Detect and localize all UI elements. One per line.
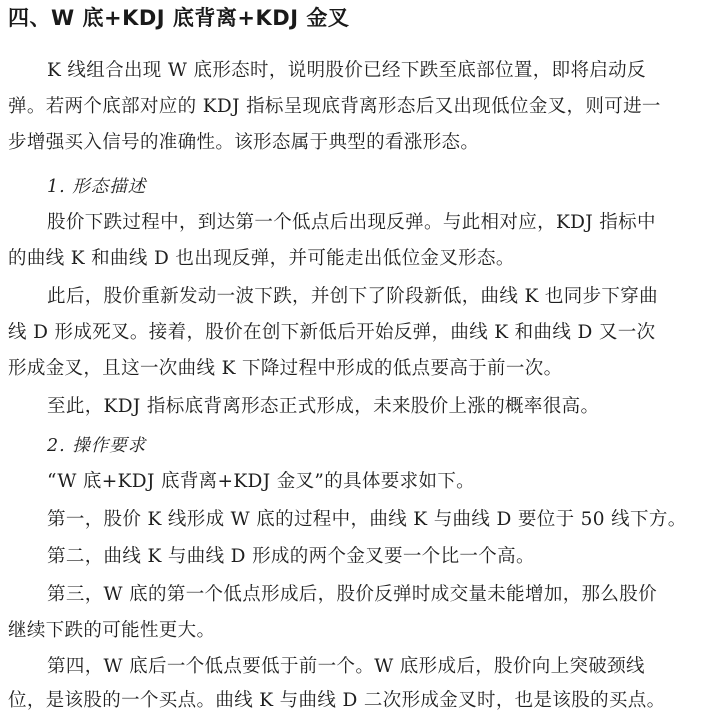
s2-p4-line-1: 第三，W 底的第一个低点形成后，股价反弹时成交量未能增加，那么股价: [47, 584, 657, 605]
section-heading: 四、W 底+KDJ 底背离+KDJ 金叉: [8, 6, 350, 30]
s1-p1-line-2: 的曲线 K 和曲线 D 也出现反弹，并可能走出低位金叉形态。: [8, 248, 515, 269]
intro-line-2: 弹。若两个底部对应的 KDJ 指标呈现底背离形态后又出现低位金叉，则可进一: [8, 96, 661, 117]
s1-p1-line-1: 股价下跌过程中，到达第一个低点后出现反弹。与此相对应，KDJ 指标中: [47, 212, 656, 233]
s1-p2-line-1: 此后，股价重新发动一波下跌，并创下了阶段新低，曲线 K 也同步下穿曲: [47, 286, 658, 307]
s2-p1-line-1: “W 底+KDJ 底背离+KDJ 金叉”的具体要求如下。: [47, 471, 476, 492]
s2-p4-line-2: 继续下跌的可能性更大。: [8, 620, 216, 641]
s2-p2-line-1: 第一，股价 K 线形成 W 底的过程中，曲线 K 与曲线 D 要位于 50 线下方。: [47, 509, 687, 530]
subsection-2-title: 2. 操作要求: [47, 436, 147, 456]
s1-p2-line-2: 线 D 形成死叉。接着，股价在创下新低后开始反弹，曲线 K 和曲线 D 又一次: [8, 322, 656, 343]
intro-line-1: K 线组合出现 W 底形态时，说明股价已经下跌至底部位置，即将启动反: [47, 60, 646, 81]
s2-p5-line-2: 位，是该股的一个买点。曲线 K 与曲线 D 二次形成金叉时，也是该股的买点。: [8, 690, 666, 711]
s2-p5-line-1: 第四，W 底后一个低点要低于前一个。W 底形成后，股价向上突破颈线: [47, 656, 645, 677]
intro-line-3: 步增强买入信号的准确性。该形态属于典型的看涨形态。: [8, 132, 480, 153]
s2-p3-line-1: 第二，曲线 K 与曲线 D 形成的两个金叉要一个比一个高。: [47, 546, 535, 567]
s1-p3-line-1: 至此，KDJ 指标底背离形态正式形成，未来股价上涨的概率很高。: [47, 396, 600, 417]
s1-p2-line-3: 形成金叉，且这一次曲线 K 下降过程中形成的低点要高于前一次。: [8, 358, 563, 379]
subsection-1-title: 1. 形态描述: [47, 177, 147, 197]
